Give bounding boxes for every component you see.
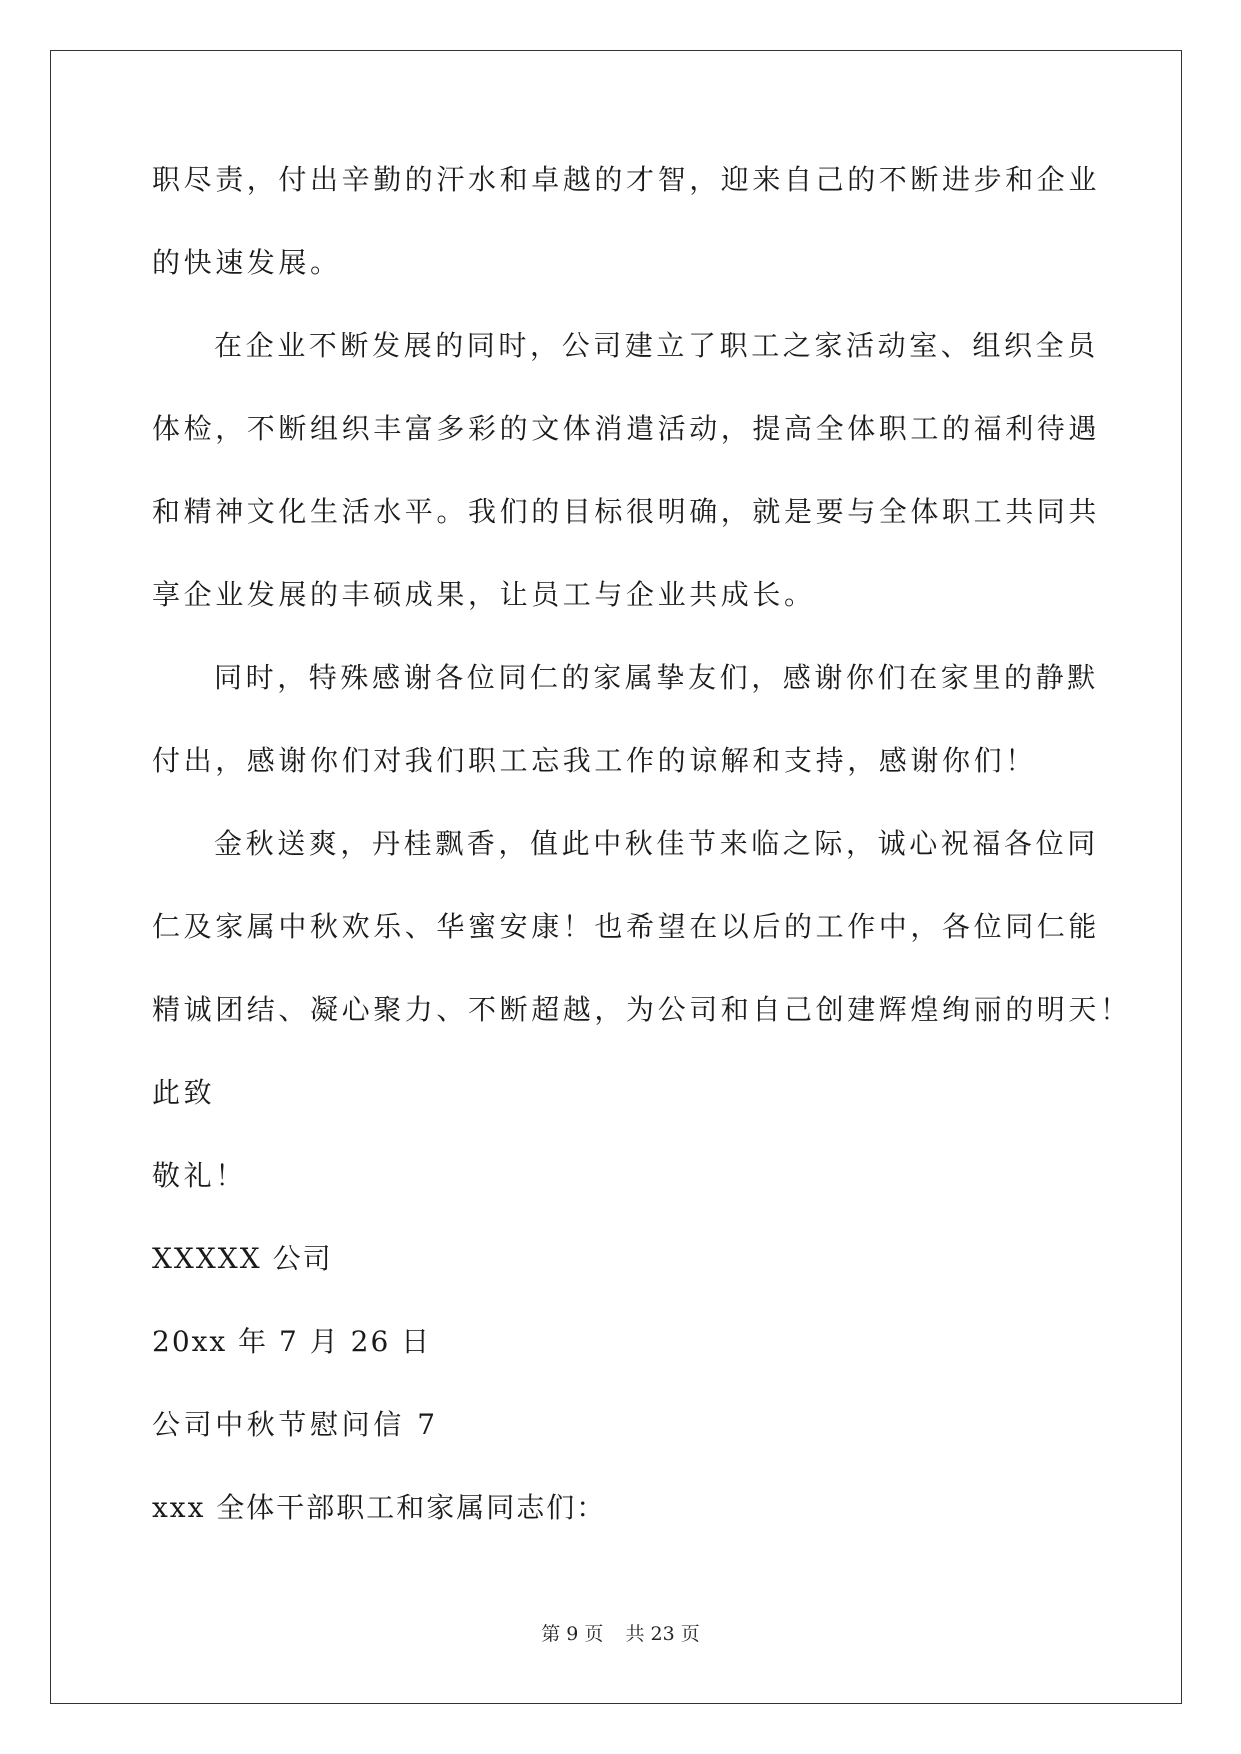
salutation-line: 此致: [152, 1076, 216, 1109]
closing-line: 敬礼！: [152, 1159, 247, 1192]
text-line-8: 付出，感谢你们对我们职工忘我工作的谅解和支持，感谢你们！: [152, 744, 1037, 777]
text-line-3: 在企业不断发展的同时，公司建立了职工之家活动室、组织全员: [214, 329, 1099, 362]
greeting-line: xxx 全体干部职工和家属同志们：: [152, 1491, 607, 1524]
signature-company: XXXXX 公司: [152, 1242, 333, 1275]
text-line-4: 体检，不断组织丰富多彩的文体消遣活动，提高全体职工的福利待遇: [152, 412, 1101, 445]
current-page-number: 第 9 页: [541, 1623, 604, 1645]
text-line-10: 仁及家属中秋欢乐、华蜜安康！也希望在以后的工作中，各位同仁能: [152, 910, 1101, 943]
signature-date: 20xx 年 7 月 26 日: [152, 1325, 432, 1358]
text-line-6: 享企业发展的丰硕成果，让员工与企业共成长。: [152, 578, 816, 611]
text-line-1: 职尽责，付出辛勤的汗水和卓越的才智，迎来自己的不断进步和企业: [152, 163, 1101, 196]
document-body: [152, 160, 1132, 1571]
text-line-9: 金秋送爽，丹桂飘香，值此中秋佳节来临之际，诚心祝福各位同: [214, 827, 1099, 860]
text-line-7: 同时，特殊感谢各位同仁的家属挚友们，感谢你们在家里的静默: [214, 661, 1099, 694]
text-line-5: 和精神文化生活水平。我们的目标很明确，就是要与全体职工共同共: [152, 495, 1101, 528]
total-page-count: 共 23 页: [625, 1623, 700, 1645]
page-footer: [0, 1619, 1241, 1646]
text-line-2: 的快速发展。: [152, 246, 342, 279]
section-title: 公司中秋节慰问信 7: [152, 1408, 439, 1441]
text-line-11: 精诚团结、凝心聚力、不断超越，为公司和自己创建辉煌绚丽的明天！: [152, 993, 1132, 1026]
